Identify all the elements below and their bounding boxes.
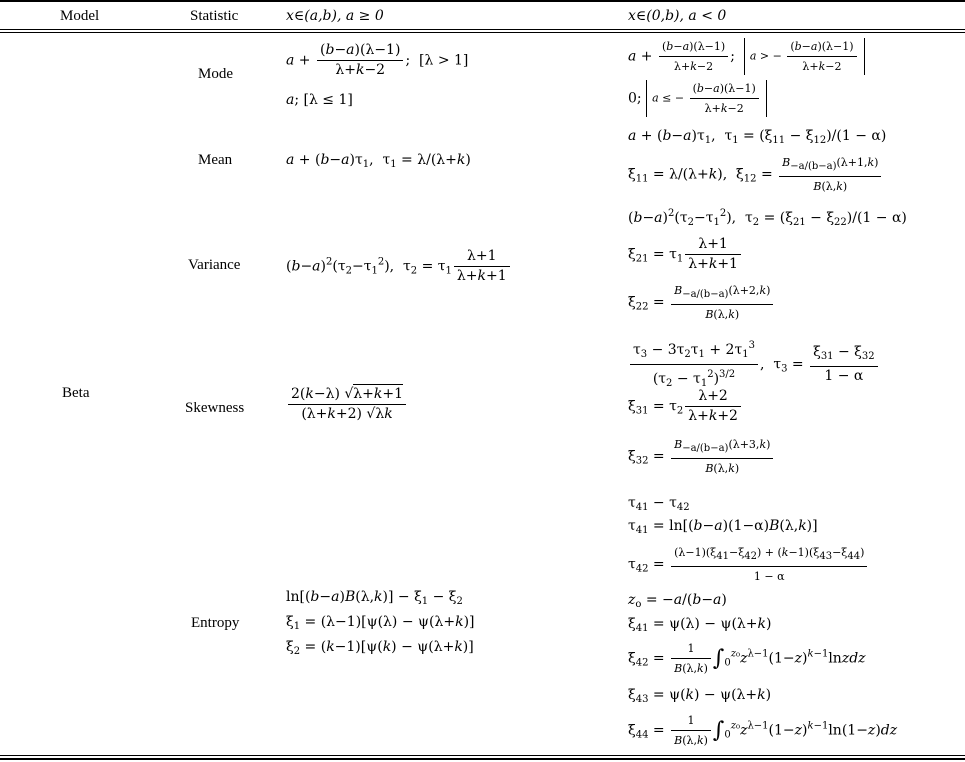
model-beta: Beta xyxy=(62,385,90,401)
mean-formula-a: $a + (b-a)\tau_1$, $\tau_1 = \lambda/(\lambda+k)$ xyxy=(286,152,471,170)
skewness-formula-b2: $\xi_{31} = \tau_2$ $\frac{\lambda+2}{\lambda+k+2}$ xyxy=(628,388,743,425)
stat-skewness: Skewness xyxy=(185,400,245,416)
entropy-formula-a3: $\xi_2 = (k-1)[\psi(k) - \psi(\lambda+k)]$ xyxy=(286,639,474,657)
header-case-b: x∈(0,b), a < 0 xyxy=(628,8,727,24)
entropy-formula-b1: $\tau_{41} - \tau_{42}$ xyxy=(628,495,690,513)
mean-formula-b1: $a + (b-a)\tau_1$, $\tau_1 = (\xi_{11} - \xi_{12})/(1 - \alpha)$ xyxy=(628,128,887,146)
entropy-formula-a1: $\ln[(b-a)B(\lambda,k)] - \xi_1 - \xi_2$ xyxy=(286,589,463,607)
header-case-a: x∈(a,b), a ≥ 0 xyxy=(286,8,384,24)
stat-entropy: Entropy xyxy=(191,615,240,631)
skewness-formula-b3: $\xi_{32}$ = $\frac{B-a/(b-a)(\lambda+3,k)}{B(\lambda,k)}$ xyxy=(628,436,775,477)
bottom-rule-2 xyxy=(0,758,965,760)
top-rule xyxy=(0,0,965,2)
header-rule-2 xyxy=(0,32,965,33)
mean-formula-b2: $\xi_{11} = \lambda/(\lambda+k)$, $\xi_{12}$ = $\frac{B-a/(b-a)(\lambda+1,k)}{B(\lambda,k)}$ xyxy=(628,154,883,195)
header-rule-1 xyxy=(0,29,965,30)
entropy-formula-b7: $\xi_{43} = \psi(k) - \psi(\lambda+k)$ xyxy=(628,687,772,705)
variance-formula-b3: $\xi_{22}$ = $\frac{B-a/(b-a)(\lambda+2,k)}{B(\lambda,k)}$ xyxy=(628,282,775,323)
skewness-formula-a: $\frac{2(k-\lambda) √\lambda+k+1}{(\lambda+k+2) √\lambda k}$ xyxy=(286,386,408,423)
mode-formula-a2: a; [λ ≤ 1] xyxy=(286,92,353,108)
entropy-formula-b3: $\tau_{42}$ = $\frac{(\lambda-1)(\xi 41-\xi 42) + (k-1)(\xi 43-\xi 44)}{1 - \alpha}$ xyxy=(628,544,869,585)
bottom-rule-1 xyxy=(0,755,965,756)
mode-formula-b1: a + $\frac{(b-a)(\lambda-1)}{\lambda+k-2}$ ; a > − $\frac{(b-a)(\lambda-1)}{\lambda+k-2}$ xyxy=(628,38,865,75)
entropy-formula-b4: $z_o = -a/(b-a)$ xyxy=(628,592,727,610)
variance-formula-a: $(b-a)^2(\tau_2-\tau_1^2)$, $\tau_2 = \tau_1$ $\frac{\lambda+1}{\lambda+k+1}$ xyxy=(286,248,512,285)
entropy-formula-b2: $\tau_{41} = \ln[(b-a)(1-\alpha)B(\lambda,k)]$ xyxy=(628,518,818,536)
variance-formula-b2: $\xi_{21} = \tau_1$ $\frac{\lambda+1}{\lambda+k+1}$ xyxy=(628,236,743,273)
entropy-formula-b6: $\xi_{42}$ = $\frac{1}{B(\lambda,k)}$ $\int_0^{z_0}z^{\lambda-1}(1-z)^{k-1}lnzdz$ xyxy=(628,642,866,675)
header-statistic: Statistic xyxy=(190,8,239,24)
entropy-formula-a2: $\xi_1 = (\lambda-1)[\psi(\lambda) - \psi(\lambda+k)]$ xyxy=(286,614,475,632)
mode-formula-b2: 0; a ≤ − $\frac{(b-a)(\lambda-1)}{\lambda+k-2}$ xyxy=(628,80,767,117)
skewness-formula-b1: $\frac{\tau_3 - 3\tau_2\tau_1 + 2\tau_1^3}{(\tau_2 - \tau_1^2)^{3/2}}$ , $\tau_3$ = $\frac{\xi_{31} - \xi_{32}}{1 - \alpha}$ xyxy=(628,337,880,392)
mode-formula-a1: a + $\frac{(b-a)(\lambda-1)}{\lambda+k-2}$ ; [λ > 1] xyxy=(286,42,469,78)
variance-formula-b1: $(b-a)^2(\tau_2-\tau_1^2)$, $\tau_2 = (\xi_{21} - \xi_{22})/(1 - \alpha)$ xyxy=(628,208,907,228)
stat-mode: Mode xyxy=(198,66,233,82)
stat-mean: Mean xyxy=(198,152,233,168)
entropy-formula-b5: $\xi_{41} = \psi(\lambda) - \psi(\lambda+k)$ xyxy=(628,616,772,634)
header-model: Model xyxy=(60,8,100,24)
stat-variance: Variance xyxy=(188,257,241,273)
entropy-formula-b8: $\xi_{44}$ = $\frac{1}{B(\lambda,k)}$ $\int_0^{z_0}z^{\lambda-1}(1-z)^{k-1}\ln(1-z)dz$ xyxy=(628,714,898,747)
